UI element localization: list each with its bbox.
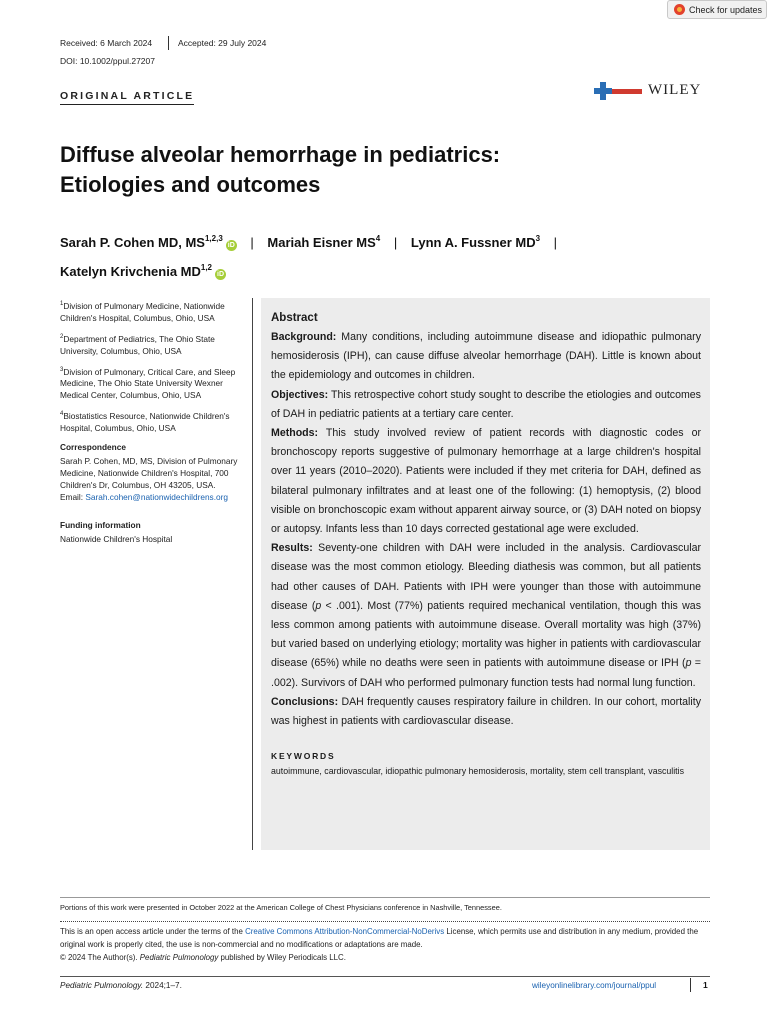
- affiliations: [60, 298, 245, 552]
- author-line-2: [60, 255, 567, 284]
- page-number: 1: [703, 980, 708, 990]
- affiliation: [60, 331, 245, 357]
- section-label: Background:: [271, 331, 337, 343]
- abstract-conclusions-section: [271, 693, 701, 731]
- check-for-updates-button[interactable]: [667, 0, 767, 19]
- footer-rule: [60, 976, 710, 977]
- affiliation-text: Division of Pulmonary, Critical Care, and Sleep Medicine, The Ohio State University Wexner Medical Center, Columbus, Ohio, USA: [60, 366, 236, 401]
- cross-logo-icon: [594, 82, 612, 100]
- license-text: This is an open access article under the terms of the: [60, 927, 246, 936]
- author-affil-sup: 3: [535, 234, 541, 243]
- author-list: [60, 226, 567, 284]
- author-name: Lynn A. Fussner MD: [410, 235, 536, 250]
- title-line-1: Diffuse alveolar hemorrhage in pediatrics:: [60, 142, 501, 167]
- author-separator: |: [250, 235, 254, 250]
- p-value-symbol: p: [685, 657, 692, 670]
- affiliation: [60, 298, 245, 324]
- funding-heading: Funding information: [60, 520, 141, 531]
- footer-journal: Pediatric Pulmonology.: [60, 981, 144, 990]
- author-line-1: [60, 226, 567, 255]
- correspondence-text: [60, 455, 245, 503]
- author-name: Sarah P. Cohen MD, MS: [60, 235, 205, 250]
- journal-url-link[interactable]: wileyonlinelibrary.com/journal/ppul: [532, 981, 657, 990]
- column-rule: [252, 298, 253, 850]
- publisher-logo: WILEY: [648, 82, 702, 98]
- affiliation-sup: 3: [60, 366, 64, 373]
- section-text: DAH frequently causes respiratory failure in children. In our cohort, mortality was highest in patients with cardiovascular disease.: [271, 695, 701, 728]
- keywords-text: autoimmune, cardiovascular, idiopathic pulmonary hemosiderosis, mortality, stem cell transplant, vasculitis: [271, 766, 684, 777]
- logo-bar-icon: [612, 89, 642, 94]
- received-date: Received: 6 March 2024: [60, 38, 153, 48]
- affiliation-sup: 2: [60, 333, 64, 340]
- footer-year-pages: 2024;1–7.: [143, 981, 182, 990]
- author-affil-sup: 1,2,3: [204, 234, 223, 243]
- keywords-heading: KEYWORDS: [271, 751, 336, 762]
- email-link[interactable]: Sarah.cohen@nationwidechildrens.org: [85, 492, 229, 503]
- abstract-background-section: [271, 328, 701, 386]
- affiliation-text: Biostatistics Resource, Nationwide Children's Hospital, Columbus, Ohio, USA: [60, 411, 230, 434]
- author-name: Katelyn Krivchenia MD: [60, 264, 201, 279]
- section-label: Conclusions:: [271, 695, 339, 708]
- abstract-heading: Abstract: [271, 312, 318, 324]
- copyright-text: published by Wiley Periodicals LLC.: [218, 953, 346, 962]
- affiliation-sup: 4: [60, 411, 64, 418]
- section-text: This retrospective cohort study sought to describe the etiologies and outcomes of DAH in pediatric patients at a tertiary care center.: [271, 388, 701, 420]
- affiliation: [60, 408, 245, 434]
- correspondence-heading: Correspondence: [60, 442, 126, 453]
- affiliation: [60, 364, 245, 402]
- license-text: License, which permits use and distribution in any medium, provided the original work is properly cited, the use is non-commercial and no modifications or adaptations are made.: [60, 927, 699, 949]
- footnote-dotted-rule: [60, 921, 710, 922]
- p-value-symbol: p: [315, 599, 322, 612]
- author-affil-sup: 1,2: [200, 263, 212, 272]
- orcid-icon[interactable]: iD: [227, 242, 235, 249]
- footnote-rule: [60, 897, 710, 898]
- abstract-methods-section: [271, 424, 701, 539]
- author-separator: |: [553, 235, 558, 250]
- author-name: Mariah Eisner MS: [267, 235, 376, 250]
- abstract: [271, 308, 701, 778]
- correspondence-address: Sarah P. Cohen, MD, MS, Division of Pulmonary Medicine, Nationwide Children's Hospital, 700 Children's Dr, Columbus, OH 43205, USA.: [60, 456, 238, 491]
- abstract-objectives-section: [271, 386, 701, 424]
- section-label: Results:: [271, 542, 313, 555]
- funding-text: Nationwide Children's Hospital: [60, 534, 173, 545]
- affiliation-sup: 1: [60, 301, 64, 307]
- footer-citation: [60, 981, 182, 990]
- license-note: [60, 925, 712, 964]
- section-label: Objectives:: [271, 388, 329, 401]
- article-title: [60, 140, 620, 200]
- doi: DOI: 10.1002/ppul.27207: [60, 56, 155, 66]
- footer-divider: [690, 978, 691, 992]
- affiliation-text: Division of Pulmonary Medicine, Nationwide Children's Hospital, Columbus, Ohio, USA: [60, 300, 225, 323]
- check-for-updates-label: Check for updates: [689, 4, 763, 15]
- author-separator: |: [393, 235, 398, 250]
- author-affil-sup: 4: [375, 234, 381, 243]
- accepted-date: Accepted: 29 July 2024: [178, 38, 267, 48]
- email-label: Email:: [60, 492, 86, 503]
- section-text: < .001). Most (77%) patients required mechanical ventilation, though this was less common among patients with autoimmune disease. Overall mortality was high (37%) but varied based on underlying etiology; mortality was higher in patients with cardiovascular disease (65%) while no deaths were seen in patients with autoimmune disease or IPH (: [271, 599, 701, 670]
- meta-divider: [168, 36, 169, 50]
- section-label: Methods:: [271, 427, 319, 440]
- section-text: Seventy-one children with DAH were included in the analysis. Cardiovascular disease was the most common etiology. Bleeding diathesis was common, but all patients had other causes of DAH. Patients with IPH were younger than those with autoimmune disease (: [271, 542, 702, 612]
- article-type: ORIGINAL ARTICLE: [60, 90, 194, 105]
- title-line-2: Etiologies and outcomes: [60, 172, 321, 197]
- section-text: This study involved review of patient records with diagnostic codes or bronchoscopy reports suggestive of pulmonary hemorrhage at a large children's hospital over 11 years (2010–2020). Patients were included if they met criteria for DAH, defined as bilateral pulmonary infiltrates and at least one of the following: (1) hemoptysis, (2) blood visible on bronchoscopic exam without apparent airway source, or (3) DAH noted on biopsy or autopsy. Infants less than 10 days corrected gestational age were excluded.: [271, 427, 701, 536]
- abstract-results-section: [271, 539, 701, 693]
- crossmark-icon: [674, 4, 685, 15]
- copyright-text: © 2024 The Author(s).: [60, 953, 140, 962]
- license-link[interactable]: Creative Commons Attribution-NonCommercial-NoDerivs: [245, 927, 445, 936]
- presentation-note: Portions of this work were presented in October 2022 at the American College of Chest Physicians conference in Nashville, Tennessee.: [60, 903, 502, 912]
- copyright-journal: Pediatric Pulmonology: [139, 953, 219, 962]
- section-text: Many conditions, including autoimmune disease and idiopathic pulmonary hemosiderosis (IPH), can cause diffuse alveolar hemorrhage (DAH). Little is known about the epidemiology and outcomes in children.: [271, 331, 701, 382]
- affiliation-text: Department of Pediatrics, The Ohio State University, Columbus, Ohio, USA: [60, 333, 215, 356]
- orcid-icon[interactable]: iD: [217, 271, 224, 278]
- section-text: = .002). Survivors of DAH who performed pulmonary function tests had normal lung function.: [271, 657, 701, 689]
